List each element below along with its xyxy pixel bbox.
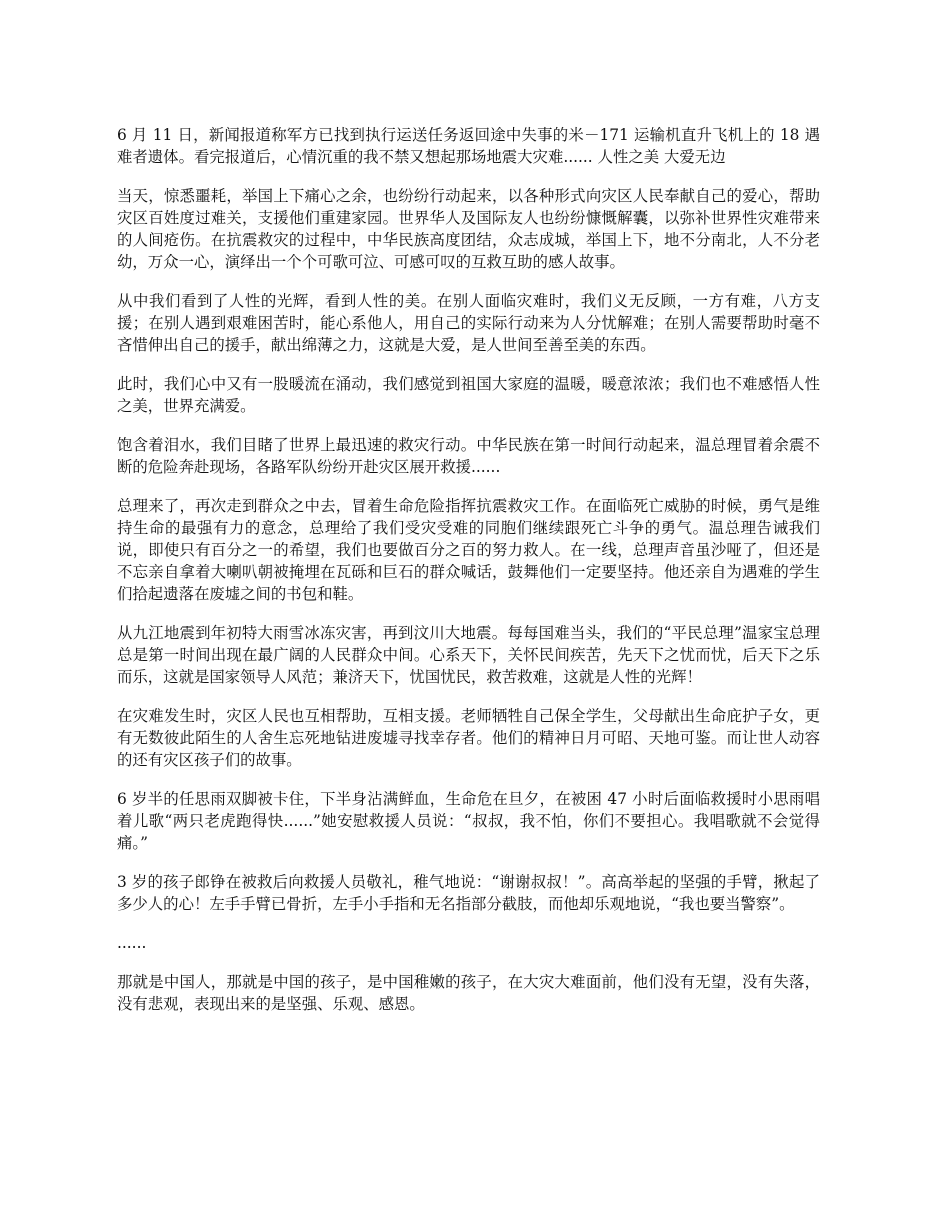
paragraph-12: 那就是中国人，那就是中国的孩子，是中国稚嫩的孩子，在大灾大难面前，他们没有无望，没有失落，没有悲观，表现出来的是坚强、乐观、感恩。 xyxy=(117,973,820,1013)
paragraph-6: 总理来了，再次走到群众之中去，冒着生命危险指挥抗震救灾工作。在面临死亡威胁的时候，勇气是维持生命的最强有力的意念，总理给了我们受灾受难的同胞们继续跟死亡斗争的勇气。温总理告诫我们说，即使只有百分之一的希望，我们也要做百分之百的努力救人。在一线，总理声音虽沙哑了，但还是不忘亲自拿着大喇叭朝被掩埋在瓦砾和巨石的群众喊话，鼓舞他们一定要坚持。他还亲自为遇难的学生们拾起遗落在废墟之间的书包和鞋。 xyxy=(117,497,820,603)
paragraph-ellipsis: ...... xyxy=(117,934,147,952)
paragraph-3: 从中我们看到了人性的光辉，看到人性的美。在别人面临灾难时，我们义无反顾，一方有难，八方支援；在别人遇到艰难困苦时，能心系他人，用自己的实际行动来为人分忧解难；在别人需要帮助时毫不吝惜伸出自己的援手，献出绵薄之力，这就是大爱，是人世间至善至美的东西。 xyxy=(117,292,820,354)
paragraph-7: 从九江地震到年初特大雨雪冰冻灾害，再到汶川大地震。每每国难当头，我们的“平民总理”温家宝总理总是第一时间出现在最广阔的人民群众中间。心系天下，关怀民间疾苦，先天下之忧而忧，后天下之乐而乐，这就是国家领导人风范；兼济天下，忧国忧民，救苦救难，这就是人性的光辉！ xyxy=(117,624,820,686)
paragraph-8: 在灾难发生时，灾区人民也互相帮助，互相支援。老师牺牲自己保全学生，父母献出生命庇护子女，更有无数彼此陌生的人舍生忘死地钻进废墟寻找幸存者。他们的精神日月可昭、天地可鉴。而让世人动容的还有灾区孩子们的故事。 xyxy=(117,707,820,769)
paragraph-2: 当天，惊悉噩耗，举国上下痛心之余，也纷纷行动起来，以各种形式向灾区人民奉献自己的爱心，帮助灾区百姓度过难关，支援他们重建家园。世界华人及国际友人也纷纷慷慨解囊，以弥补世界性灾难带来的人间疮伤。在抗震救灾的过程中，中华民族高度团结，众志成城，举国上下，地不分南北，人不分老幼，万众一心，演绎出一个个可歌可泣、可感可叹的互救互助的感人故事。 xyxy=(117,187,820,271)
paragraph-9: 6 岁半的任思雨双脚被卡住，下半身沾满鲜血，生命危在旦夕，在被困 47 小时后面临救援时小思雨唱着儿歌“两只老虎跑得快......”她安慰救援人员说：“叔叔，我不怕，你们不要担心。我唱歌就不会觉得痛。” xyxy=(117,790,820,852)
paragraph-5: 饱含着泪水，我们目睹了世界上最迅速的救灾行动。中华民族在第一时间行动起来，温总理冒着余震不断的危险奔赴现场，各路军队纷纷开赴灾区展开救援...... xyxy=(117,436,820,476)
paragraph-1: 6 月 11 日，新闻报道称军方已找到执行运送任务返回途中失事的米－171 运输机直升飞机上的 18 遇难者遗体。看完报道后，心情沉重的我不禁又想起那场地震大灾难...... 人性之美 大爱无边 xyxy=(117,126,820,166)
paragraph-10: 3 岁的孩子郎铮在被救后向救援人员敬礼，稚气地说：“谢谢叔叔！”。高高举起的坚强的手臂，揪起了多少人的心！左手手臂已骨折，左手小手指和无名指部分截肢，而他却乐观地说，“我也要当警察”。 xyxy=(117,873,820,913)
paragraph-4: 此时，我们心中又有一股暖流在涌动，我们感觉到祖国大家庭的温暖，暖意浓浓；我们也不难感悟人性之美，世界充满爱。 xyxy=(117,375,820,415)
